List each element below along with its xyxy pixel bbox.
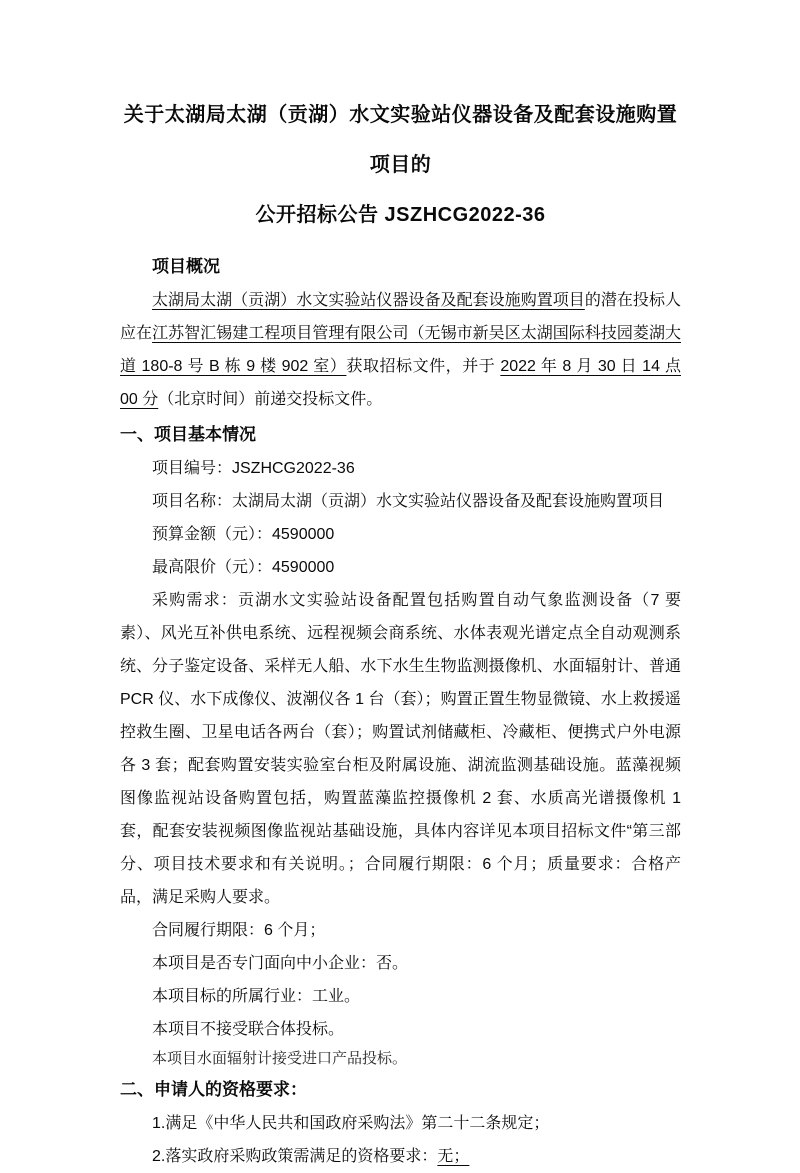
import-product-note: 本项目水面辐射计接受进口产品投标。 <box>152 1049 408 1067</box>
intro-deadline: 2022 年 8 月 30 日 14 点 00 分 <box>120 358 681 408</box>
intro-text-2: 获取招标文件，并于 <box>346 358 501 375</box>
section2-heading: 二、申请人的资格要求： <box>120 1080 307 1099</box>
contract-period: 合同履行期限：6 个月； <box>152 922 326 939</box>
max-price: 最高限价（元）：4590000 <box>152 559 335 576</box>
project-number: 项目编号：JSZHCG2022-36 <box>152 460 355 477</box>
intro-text-1: 的潜在投标人应在 <box>120 292 681 342</box>
overview-intro-paragraph <box>120 284 681 416</box>
qualification-item-1: 1.满足《中华人民共和国政府采购法》第二十二条规定； <box>152 1115 550 1132</box>
intro-text-3: （北京时间）前递交投标文件。 <box>158 391 383 408</box>
project-name: 项目名称：太湖局太湖（贡湖）水文实验站仪器设备及配套设施购置项目 <box>152 493 665 510</box>
intro-project-name: 太湖局太湖（贡湖）水文实验站仪器设备及配套设施购置项目 <box>152 292 585 309</box>
qualification-item-2-label: 2.落实政府采购政策需满足的资格要求： <box>152 1148 438 1165</box>
document-title-line2: 公开招标公告 JSZHCG2022-36 <box>255 204 546 226</box>
section1-heading: 一、项目基本情况 <box>120 425 256 444</box>
procurement-requirements: 采购需求：贡湖水文实验站设备配置包括购置自动气象监测设备（7 要素）、风光互补供电系统、远程视频会商系统、水体表观光谱定点全自动观测系统、分子鉴定设备、采样无人船、水下水生生物监测摄像机、水面辐射计、普通 PCR 仪、水下成像仪、波潮仪各 1 台（套）；购置正置生物显微镜、水上救援遥控救生圈、卫星电话各两台（套）；购置试剂储藏柜、冷藏柜、便携式户外电源各 3 套；配套购置安装实验室台柜及附属设施、湖流监测基础设施。蓝藻视频图像监视站设备购置包括，购置蓝藻监控摄像机 2 套、水质高光谱摄像机 1 套，配套安装视频图像监视站基础设施，具体内容详见本项目招标文件“第三部分、项目技术要求和有关说明。；合同履行期限：6 个月；质量要求：合格产品，满足采购人要求。 <box>120 592 681 906</box>
overview-heading: 项目概况 <box>152 257 220 276</box>
qualification-item-2-value: 无； <box>437 1148 470 1165</box>
document-title-line1: 关于太湖局太湖（贡湖）水文实验站仪器设备及配套设施购置项目的 <box>123 104 678 176</box>
document-title <box>120 90 681 240</box>
industry-statement: 本项目标的所属行业：工业。 <box>152 988 361 1005</box>
sme-statement: 本项目是否专门面向中小企业：否。 <box>152 955 409 972</box>
intro-agency-address: 江苏智汇锡建工程项目管理有限公司（无锡市新吴区太湖国际科技园菱湖大道 180-8 号 B 栋 9 楼 902 室） <box>120 325 681 375</box>
budget-amount: 预算金额（元）：4590000 <box>152 526 335 543</box>
consortium-statement: 本项目不接受联合体投标。 <box>152 1021 345 1038</box>
qualification-item-2 <box>120 1140 681 1173</box>
